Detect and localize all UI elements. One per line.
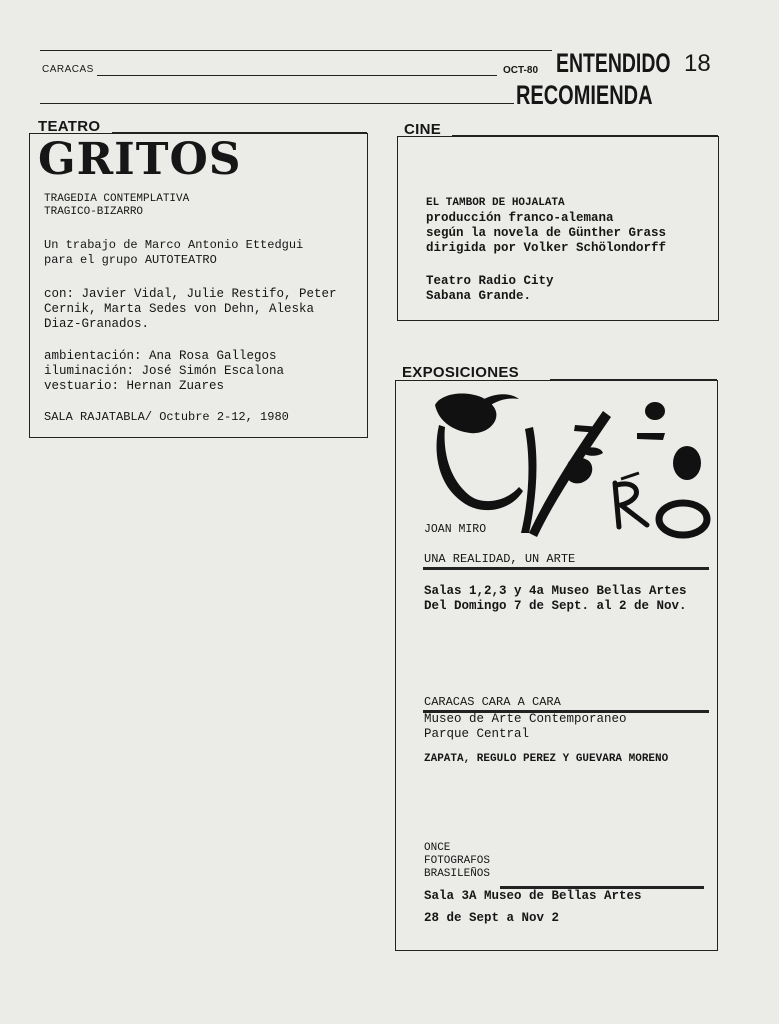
once-title-line: FOTOGRAFOS [424, 855, 491, 867]
miro-subtitle: UNA REALIDAD, UN ARTE [424, 552, 576, 566]
teatro-crew-line: iluminación: José Simón Escalona [44, 364, 285, 378]
cine-film-line: producción franco-alemana [426, 211, 614, 225]
teatro-heading: TEATRO [38, 118, 101, 135]
miro-subtitle-rule [423, 567, 709, 570]
cine-film-info [426, 196, 666, 256]
caracas-details-line: Museo de Arte Contemporaneo [424, 712, 627, 726]
caracas-artists: ZAPATA, REGULO PEREZ Y GUEVARA MORENO [424, 753, 669, 765]
caracas-title: CARACAS CARA A CARA [424, 695, 561, 709]
cine-film-line: dirigida por Volker Schölondorff [426, 241, 667, 255]
teatro-crew-line: ambientación: Ana Rosa Gallegos [44, 349, 277, 363]
masthead-city: CARACAS [42, 64, 94, 75]
masthead-title-line2: RECOMIENDA [516, 80, 653, 110]
masthead-top-rule [40, 50, 552, 51]
miro-details-line: Salas 1,2,3 y 4a Museo Bellas Artes [424, 584, 687, 598]
cine-venue-line: Sabana Grande. [426, 289, 532, 303]
masthead-bottom-rule [40, 103, 514, 104]
once-venue: Sala 3A Museo de Bellas Artes [424, 889, 642, 903]
cine-heading: CINE [404, 121, 442, 138]
caracas-details [424, 712, 627, 742]
masthead-title-line1: ENTENDIDO [556, 48, 671, 78]
cine-film-line: EL TAMBOR DE HOJALATA [426, 197, 565, 209]
miro-details-line: Del Domingo 7 de Sept. al 2 de Nov. [424, 599, 687, 613]
teatro-crew-line: vestuario: Hernan Zuares [44, 379, 225, 393]
masthead-city-rule [97, 75, 497, 76]
once-dates: 28 de Sept a Nov 2 [424, 911, 560, 925]
teatro-credit [44, 238, 303, 268]
teatro-cast-line: con: Javier Vidal, Julie Restifo, Peter [44, 287, 337, 301]
teatro-venue: SALA RAJATABLA/ Octubre 2-12, 1980 [44, 410, 289, 424]
teatro-genre [44, 193, 189, 219]
teatro-credit-line: para el grupo AUTOTEATRO [44, 253, 217, 267]
cine-film-line: según la novela de Günther Grass [426, 226, 667, 240]
teatro-cast-line: Diaz-Granados. [44, 317, 150, 331]
miro-signature-artwork [425, 387, 715, 542]
teatro-credit-line: Un trabajo de Marco Antonio Ettedgui [44, 238, 304, 252]
teatro-title: GRITOS [38, 134, 242, 185]
once-title-line: BRASILEÑOS [424, 868, 491, 880]
teatro-cast [44, 287, 337, 332]
miro-artist: JOAN MIRO [424, 523, 487, 536]
masthead-page-number: 18 [684, 50, 711, 77]
teatro-genre-line: TRAGEDIA CONTEMPLATIVA [44, 193, 190, 205]
once-title [424, 842, 490, 881]
cine-venue [426, 274, 554, 304]
cine-venue-line: Teatro Radio City [426, 274, 554, 288]
teatro-genre-line: TRAGICO-BIZARRO [44, 206, 144, 218]
caracas-details-line: Parque Central [424, 727, 530, 741]
masthead-date: OCT-80 [503, 65, 539, 76]
miro-details [424, 584, 687, 614]
teatro-cast-line: Cernik, Marta Sedes von Dehn, Aleska [44, 302, 315, 316]
exposiciones-heading: EXPOSICIONES [402, 364, 519, 381]
once-title-line: ONCE [424, 842, 451, 854]
teatro-crew [44, 349, 284, 394]
